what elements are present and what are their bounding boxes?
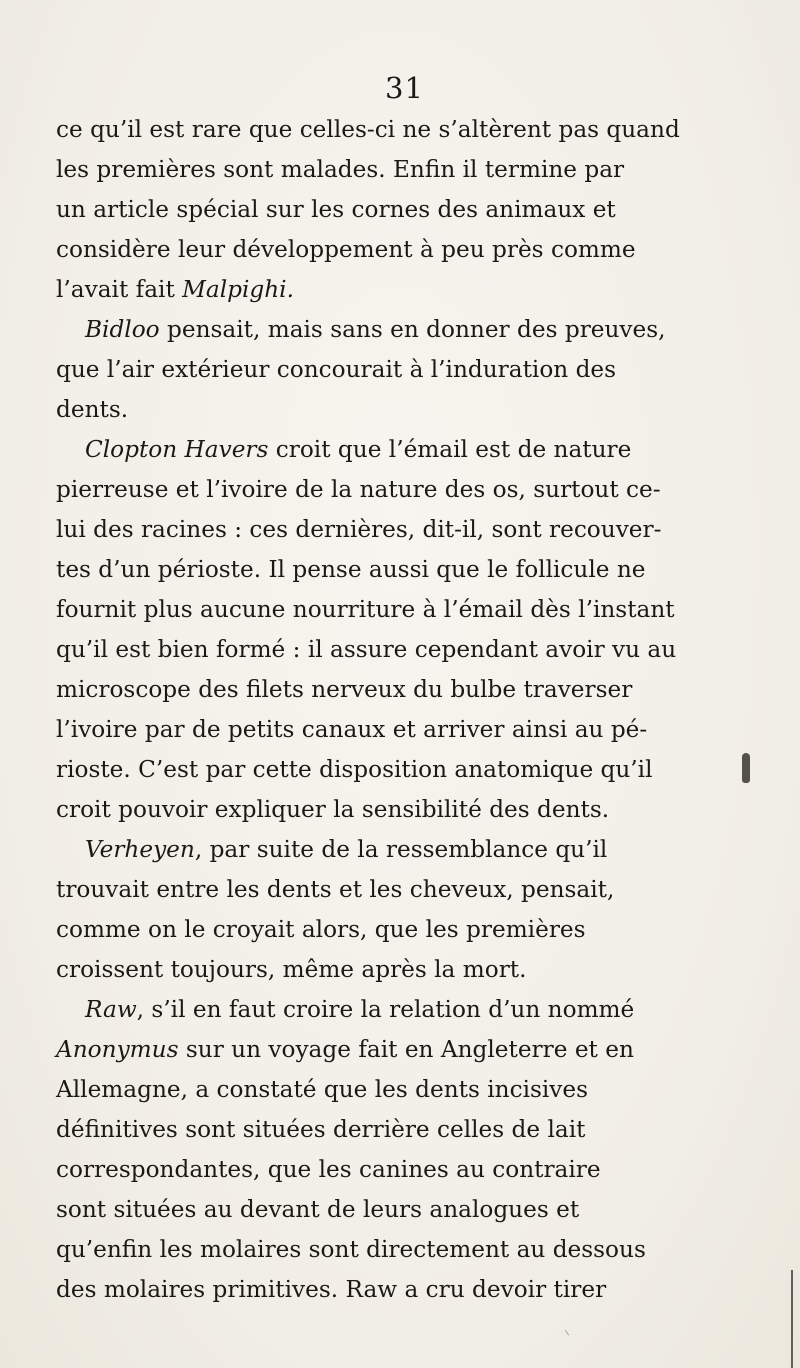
roman-text: sont situées au devant de leurs analogues et [56,1196,580,1223]
text-line [56,1270,710,1310]
text-line [56,390,710,430]
roman-text: microscope des filets nerveux du bulbe traverser [56,676,633,703]
text-line [56,590,710,630]
roman-text: fournit plus aucune nourriture à l’émail dès l’instant [56,596,675,623]
roman-text: considère leur développement à peu près comme [56,236,636,263]
text-line [56,150,710,190]
roman-text: un article spécial sur les cornes des animaux et [56,196,616,223]
text-line [56,870,710,910]
roman-text: trouvait entre les dents et les cheveux, pensait, [56,876,615,903]
roman-text: l’avait fait [56,276,183,303]
text-line [56,470,710,510]
roman-text: que l’air extérieur concourait à l’induration des [56,356,617,383]
text-line [85,310,710,350]
text-line [56,1230,710,1270]
text-line [56,790,710,830]
roman-text: , s’il en faut croire la relation d’un nommé [136,996,635,1023]
roman-text: lui des racines : ces dernières, dit-il, sont recouver- [56,516,662,543]
text-line [56,350,710,390]
text-line [56,750,710,790]
italic-text: Anonymus [56,1036,179,1063]
text-line [56,510,710,550]
roman-text: les premières sont malades. Enfin il termine par [56,156,625,183]
text-line [85,990,710,1030]
text-line [56,110,710,150]
text-line [56,710,710,750]
roman-text: croit pouvoir expliquer la sensibilité des dents. [56,796,610,823]
roman-text: pierreuse et l’ivoire de la nature des os, surtout ce- [56,476,661,503]
text-line [56,910,710,950]
roman-text: correspondantes, que les canines au contraire [56,1156,601,1183]
page-number: 31 [385,71,424,105]
text-line [56,670,710,710]
roman-text: , par suite de la ressemblance qu’il [194,836,608,863]
roman-text: l’ivoire par de petits canaux et arriver ainsi au pé- [56,716,648,743]
faint-mark [565,1327,574,1336]
text-line [56,1110,710,1150]
text-line [56,630,710,670]
ink-spot [742,753,750,783]
roman-text: des molaires primitives. Raw a cru devoir tirer [56,1276,607,1303]
roman-text: croit que l’émail est de nature [268,436,632,463]
text-line [85,430,710,470]
roman-text: qu’enfin les molaires sont directement au dessous [56,1236,646,1263]
roman-text: qu’il est bien formé : il assure cependant avoir vu au [56,636,677,663]
italic-text: Malpighi. [182,276,294,303]
italic-text: Bidloo [85,316,160,343]
roman-text: comme on le croyait alors, que les premières [56,916,586,943]
roman-text: dents. [56,396,129,423]
text-line [56,950,710,990]
roman-text: définitives sont situées derrière celles de lait [56,1116,586,1143]
page-edge-mark [791,1270,793,1368]
text-line [56,1030,710,1070]
text-line [85,830,710,870]
text-line [56,1150,710,1190]
text-line [56,550,710,590]
roman-text: Allemagne, a constaté que les dents incisives [56,1076,589,1103]
italic-text: Verheyen [85,836,195,863]
roman-text: rioste. C’est par cette disposition anatomique qu’il [56,756,653,783]
text-line [56,230,710,270]
text-line [56,1190,710,1230]
roman-text: ce qu’il est rare que celles-ci ne s’altèrent pas quand [56,116,680,143]
roman-text: croissent toujours, même après la mort. [56,956,527,983]
roman-text: sur un voyage fait en Angleterre et en [178,1036,634,1063]
italic-text: Raw [85,996,137,1023]
roman-text: tes d’un périoste. Il pense aussi que le follicule ne [56,556,646,583]
roman-text: pensait, mais sans en donner des preuves, [159,316,666,343]
text-line [56,270,710,310]
text-line [56,190,710,230]
italic-text: Clopton Havers [85,436,269,463]
text-line [56,1070,710,1110]
